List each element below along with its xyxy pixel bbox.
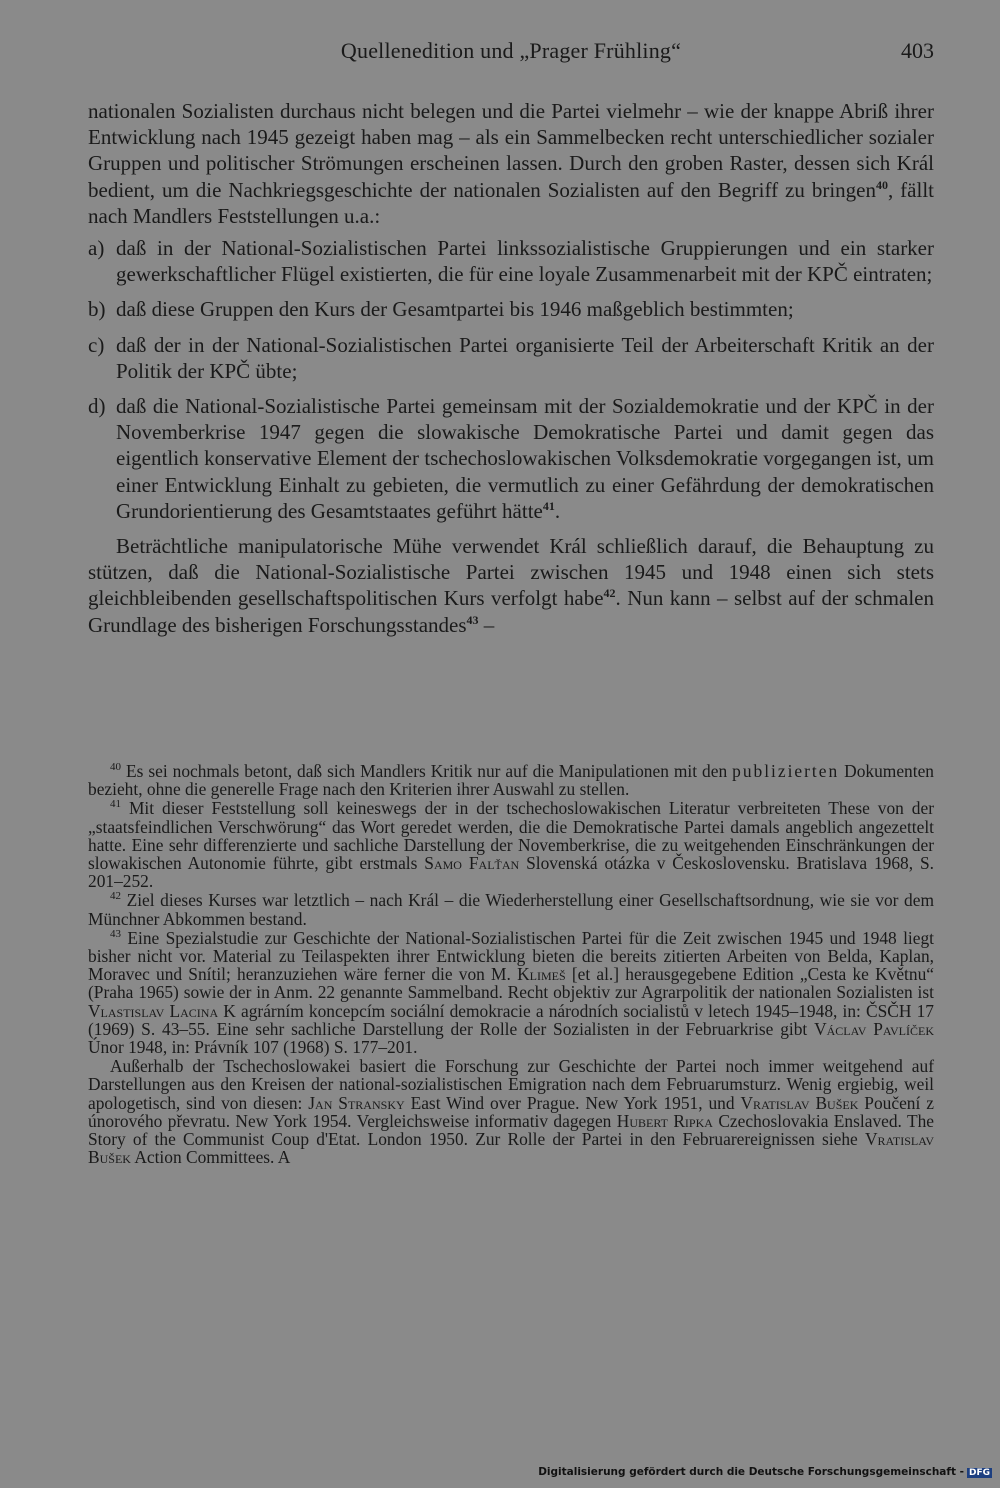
list-marker: c) <box>88 332 105 357</box>
footnote-text: Únor 1948, in: Právník 107 (1968) S. 177–201. <box>88 1037 418 1058</box>
paragraph-text: . Nun kann – selbst auf der schmalen Grundlage des bisherigen Forschungsstandes <box>88 586 934 637</box>
list-marker: a) <box>88 236 105 261</box>
dfg-logo: DFG <box>968 1468 990 1478</box>
list-item: d) daß die National-Sozialistische Partei gemeinsam mit der Sozialdemokratie und der KPČ in der Novemberkrise 1947 gegen die slowakische Demokratische Partei und damit gegen das eigentlich konservative Element der tschechoslowakischen Volksdemokratie vorgegangen ist, um einer Entwicklung Einhalt zu gebieten, die vermutlich zu einer Gefährdung der demokratischen Grundorientierung des Gesamtstaates geführt hätte$^{41}$. <box>88 394 934 523</box>
footnote-text: Poučení z únorového převratu. New York 1954. Vergleichsweise informativ dagegen <box>88 1092 934 1131</box>
list-item <box>88 296 934 322</box>
list-item <box>88 235 934 287</box>
footnote-text: Eine Spezialstudie zur Geschichte der National-Sozialistischen Partei für die Zeit zwischen 1945 und 1948 liegt bisher nicht vor. Material zu Teilaspekten ihrer Entwicklung bieten die bereits zitierten Arbeiten von Belda, Kaplan, Moravec und Snítil; heranzuziehen wäre ferner die von M. <box>88 927 934 985</box>
author-name: Vratislav Bušek <box>740 1092 859 1113</box>
list-item-text: daß der in der National-Sozialistischen Partei organisierte Teil der Arbeiterschaft Kritik an der Politik der KPČ übte; <box>116 332 934 383</box>
second-paragraph <box>88 533 934 638</box>
page-header <box>88 38 934 68</box>
footnote-text: K agrárním koncepcím sociální demokracie a národních socialistů v letech 1945–1948, in: ČSČH 17 (1969) S. 43–55. Eine sehr sachliche Darstellung der Rolle der Sozialisten in der Februarkrise gibt <box>88 1000 934 1039</box>
list-marker: b) <box>88 297 106 322</box>
author-name: Vlastislav Lacina <box>88 1000 219 1021</box>
footnote-text: Außerhalb der Tschechoslowakei basiert die Forschung zur Geschichte der Partei noch immer weitgehend auf Darstellungen aus den Kreisen der national-sozialistischen Emigration nach dem Februarumsturz. Wenig ergiebig, weil apologetisch, sind von diesen: <box>88 1056 934 1113</box>
author-name: Václav Pavlíček <box>814 1018 934 1039</box>
footnote-text: Mit dieser Feststellung soll keineswegs der in der tschechoslowakischen Literatur verbreiteten These von der „staatsfeindlichen Verschwörung“ das Wort geredet werden, die die Demokratische Partei damals angeblich angezettelt hatte. Eine sehr differenzierte und sachliche Darstellung der Novemberkrise, die zu weitgehenden Einschränkungen der slowakischen Autonomie führte, gibt erstmals <box>88 798 934 874</box>
attribution-text: Digitalisierung gefördert durch die Deutsche Forschungsgemeinschaft - <box>538 1466 964 1478</box>
footnote-text: Action Committees. A <box>130 1147 291 1168</box>
author-name: Jan Stransky <box>308 1092 405 1113</box>
footnote-42 <box>88 891 934 927</box>
author-name: Hubert Ripka <box>616 1110 713 1131</box>
footnote-number: 42 <box>110 890 121 903</box>
author-name: Samo Falťan <box>424 853 520 874</box>
findings-list <box>88 235 934 524</box>
footnote-43 <box>88 929 934 1056</box>
running-title: Quellenedition und „Prager Frühling“ <box>340 38 682 63</box>
footnote-number: 41 <box>110 798 121 811</box>
paragraph-text: – <box>478 612 495 637</box>
footnote-ref: 43 <box>466 612 479 627</box>
footnote-number: 40 <box>110 761 121 774</box>
footnote-ref: 42 <box>603 586 616 601</box>
footnote-ref: 40 <box>875 177 888 192</box>
list-item-text: daß diese Gruppen den Kurs der Gesamtpartei bis 1946 maßgeblich bestimmten; <box>116 297 794 322</box>
footnote-emphasis: publizierten <box>732 761 840 781</box>
main-text <box>88 98 934 638</box>
list-item-text: daß in der National-Sozialistischen Partei linkssozialistische Gruppierungen und ein starker gewerkschaftlicher Flügel existierten, die für eine loyale Zusammenarbeit mit der KPČ eintraten; <box>116 236 934 287</box>
footnote-text: Slovenská otázka v Československu. Bratislava 1968, S. 201–252. <box>88 853 934 892</box>
page-number: 403 <box>901 38 934 63</box>
footnote-43-continued <box>88 1057 934 1166</box>
author-name: Vratislav Bušek <box>88 1129 934 1168</box>
list-item <box>88 332 934 384</box>
intro-tail: , fällt nach Mandlers Feststellungen u.a.: <box>88 177 934 228</box>
footnote-text: East Wind over Prague. New York 1951, und <box>404 1092 741 1113</box>
footnote-text: [et al.] herausgegebene Edition „Cesta ke Květnu“ (Praha 1965) sowie der in Anm. 22 genannte Sammelband. Recht objektiv zur Agrarpolitik der nationalen Sozialisten ist <box>88 964 934 1003</box>
intro-paragraph <box>88 98 934 229</box>
footnote-40 <box>88 762 934 798</box>
footnote-text: Ziel dieses Kurses war letztlich – nach Král – die Wiederherstellung einer Gesellschaftsordnung, wie sie vor dem Münchner Abkommen bestand. <box>88 890 934 929</box>
author-name: Klimeš <box>517 964 566 985</box>
footnote-text: Es sei nochmals betont, daß sich Mandlers Kritik nur auf die Manipulationen mit den <box>121 761 733 781</box>
footnote-41 <box>88 799 934 890</box>
footnote-text: Czechoslovakia Enslaved. The Story of the Communist Coup d'Etat. London 1950. Zur Rolle der Partei in den Februarereignissen siehe <box>88 1110 935 1150</box>
list-marker: d) <box>88 394 106 419</box>
footnote-ref: 41 <box>542 498 555 513</box>
intro-text: nationalen Sozialisten durchaus nicht belegen und die Partei vielmehr – wie der knappe Abriß ihrer Entwicklung nach 1945 gezeigt haben mag – als ein Sammelbecken recht unterschiedlicher sozialer Gruppen und politischer Strömungen erscheinen lassen. Durch den groben Raster, dessen sich Král bedient, um die Nachkriegsgeschichte der nationalen Sozialisten auf den Begriff zu bringen <box>88 99 934 202</box>
footnote-text: Dokumenten bezieht, ohne die generelle Frage nach den Kriterien ihrer Auswahl zu stellen. <box>88 761 934 800</box>
paragraph-text: Beträchtliche manipulatorische Mühe verwendet Král schließlich darauf, die Behauptung zu stützen, daß die National-Sozialistische Partei zwischen 1945 und 1948 einen sich stets gleichbleibenden gesellschaftspolitischen Kurs verfolgt habe <box>88 534 934 611</box>
footnote-number: 43 <box>110 928 121 941</box>
dfg-attribution <box>538 1466 992 1478</box>
footnotes <box>88 762 934 1167</box>
list-item-text: daß die National-Sozialistische Partei gemeinsam mit der Sozialdemokratie und der KPČ in der Novemberkrise 1947 gegen die slowakische Demokratische Partei und damit gegen das eigentlich konservative Element der tschechoslowakischen Volksdemokratie vorgegangen ist, um einer Entwicklung Einhalt zu gebieten, die vermutlich zu einer Gefährdung der demokratischen Grundorientierung des Gesamtstaates geführt hätte <box>116 394 934 523</box>
